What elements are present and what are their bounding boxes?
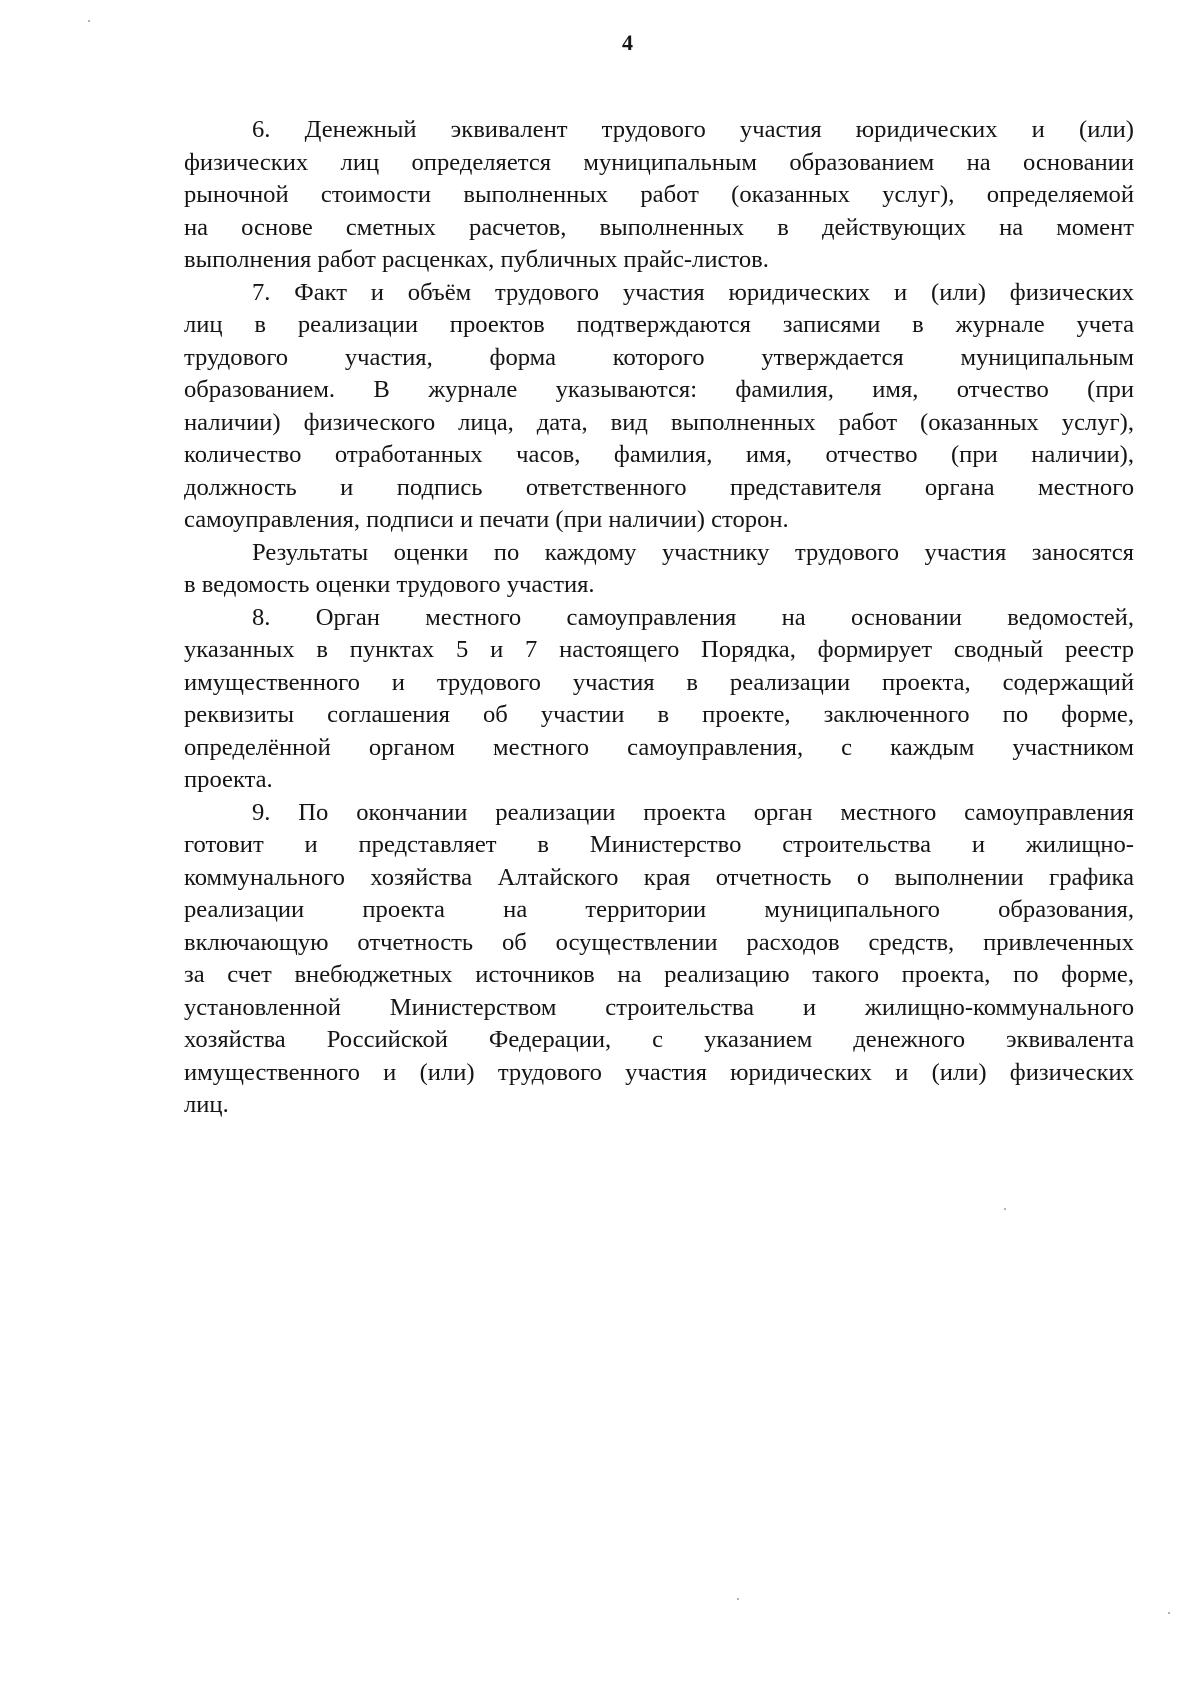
text-line: готовит и представляет в Министерство строительства и жилищно- <box>184 831 1134 858</box>
text-line: 8. Орган местного самоуправления на основании ведомостей, <box>252 603 1134 631</box>
text-line: 7. Факт и объём трудового участия юридических и (или) физических <box>252 278 1134 306</box>
page-number: 4 <box>622 30 633 55</box>
scan-speck <box>1168 1612 1170 1614</box>
text-line: на основе сметных расчетов, выполненных в действующих на момент <box>184 213 1134 241</box>
text-line: лиц. <box>184 1091 229 1118</box>
text-line: включающую отчетность об осуществлении расходов средств, привлеченных <box>184 928 1134 956</box>
text-line: указанных в пунктах 5 и 7 настоящего Порядка, формирует сводный реестр <box>184 636 1134 663</box>
text-line: должность и подпись ответственного представителя органа местного <box>184 473 1134 501</box>
scan-speck <box>737 1598 739 1600</box>
text-line: количество отработанных часов, фамилия, имя, отчество (при наличии), <box>184 441 1134 468</box>
paragraph-7 <box>184 277 1134 537</box>
text-line: установленной Министерством строительства и жилищно-коммунального <box>184 993 1134 1021</box>
text-line: реализации проекта на территории муниципального образования, <box>184 896 1134 923</box>
text-line: в ведомость оценки трудового участия. <box>184 571 595 598</box>
paragraph-8 <box>184 602 1134 797</box>
text-line: имущественного и трудового участия в реализации проекта, содержащий <box>184 668 1134 696</box>
text-line: самоуправления, подписи и печати (при наличии) сторон. <box>184 506 789 533</box>
text-line: определённой органом местного самоуправления, с каждым участником <box>184 733 1134 761</box>
text-line: за счет внебюджетных источников на реализацию такого проекта, по форме, <box>184 961 1134 988</box>
paragraph-results <box>184 537 1134 602</box>
paragraph-9 <box>184 797 1134 1122</box>
text-line: трудового участия, форма которого утверждается муниципальным <box>184 343 1134 371</box>
document-body <box>184 114 1134 1122</box>
text-line: образованием. В журнале указываются: фамилия, имя, отчество (при <box>184 376 1134 403</box>
text-line: имущественного и (или) трудового участия юридических и (или) физических <box>184 1058 1134 1086</box>
text-line: лиц в реализации проектов подтверждаются записями в журнале учета <box>184 311 1134 338</box>
paragraph-6 <box>184 114 1134 277</box>
scan-speck <box>1004 1208 1006 1210</box>
text-line: коммунального хозяйства Алтайского края отчетность о выполнении графика <box>184 863 1134 891</box>
scan-speck <box>88 20 90 22</box>
text-line: Результаты оценки по каждому участнику трудового участия заносятся <box>252 538 1134 566</box>
text-line: 9. По окончании реализации проекта орган местного самоуправления <box>252 798 1134 826</box>
text-line: наличии) физического лица, дата, вид выполненных работ (оказанных услуг), <box>184 408 1134 436</box>
text-line: рыночной стоимости выполненных работ (оказанных услуг), определяемой <box>184 181 1134 208</box>
text-line: реквизиты соглашения об участии в проекте, заключенного по форме, <box>184 701 1134 728</box>
text-line: проекта. <box>184 766 273 793</box>
text-line: выполнения работ расценках, публичных прайс-листов. <box>184 246 769 273</box>
text-line: физических лиц определяется муниципальным образованием на основании <box>184 148 1134 176</box>
text-line: 6. Денежный эквивалент трудового участия юридических и (или) <box>252 116 1134 143</box>
text-line: хозяйства Российской Федерации, с указанием денежного эквивалента <box>184 1026 1134 1053</box>
